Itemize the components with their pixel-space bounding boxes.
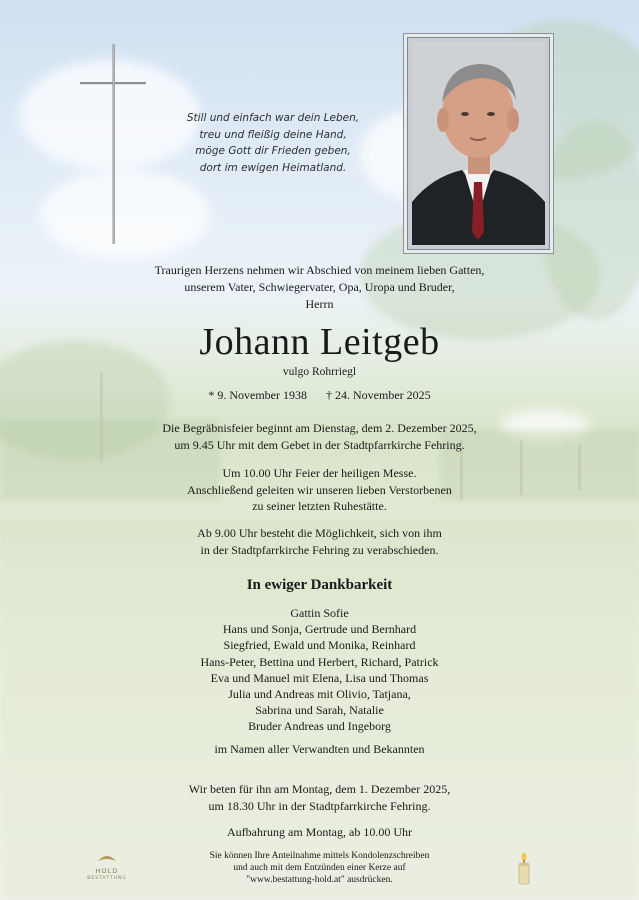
- prayer-line: Wir beten für ihn am Montag, dem 1. Dezember 2025,: [188, 782, 451, 796]
- deceased-vulgo: vulgo Rohrriegl: [282, 366, 357, 378]
- birth-date: * 9. November 1938: [208, 388, 307, 402]
- poem-line: Still und einfach war dein Leben,: [186, 112, 360, 124]
- condolence-line: Sie können Ihre Anteilnahme mittels Kondolenzschreiben: [209, 851, 430, 861]
- intro-line: unserem Vater, Schwiegervater, Opa, Uropa und Bruder,: [184, 280, 455, 294]
- mourner-line: Julia und Andreas mit Olivio, Tatjana,: [228, 687, 411, 702]
- farewell-line: in der Stadtpfarrkirche Fehring zu verabschieden.: [200, 542, 439, 557]
- logo-name: HOLD: [95, 867, 119, 875]
- mass-info: [0, 465, 639, 515]
- farewell-info: [0, 525, 639, 558]
- poem-line: dort im ewigen Heimatland.: [199, 161, 347, 174]
- logo-mark-icon: [96, 851, 118, 863]
- mourners-list: [0, 605, 639, 735]
- relatives-line: im Namen aller Verwandten und Bekannten: [214, 742, 425, 756]
- funeral-info: [0, 420, 639, 453]
- prayer-line: um 18.30 Uhr in der Stadtpfarrkirche Fehring.: [208, 798, 431, 813]
- condolence-line: und auch mit dem Entzünden einer Kerze auf: [233, 863, 406, 873]
- viewing-info: Aufbahrung am Montag, ab 10.00 Uhr: [227, 825, 412, 839]
- candle-icon[interactable]: [516, 852, 532, 886]
- condolence-line[interactable]: "www.bestattung-hold.at" ausdrücken.: [246, 875, 393, 885]
- funeral-line: Die Begräbnisfeier beginnt am Dienstag, dem 2. Dezember 2025,: [162, 421, 477, 435]
- deceased-name: Johann Leitgeb: [199, 321, 440, 363]
- intro-text: [0, 262, 639, 313]
- portrait-icon: [412, 42, 545, 245]
- mourner-line: Eva und Manuel mit Elena, Lisa und Thomas: [210, 670, 429, 685]
- mass-line: Anschließend geleiten wir unseren lieben Verstorbenen: [187, 482, 452, 497]
- intro-line: Traurigen Herzens nehmen wir Abschied von meinem lieben Gatten,: [154, 263, 485, 277]
- poem-line: treu und fleißig deine Hand,: [199, 128, 347, 141]
- mourner-line: Gattin Sofie: [290, 606, 349, 620]
- mourner-line: Siegfried, Ewald und Monika, Reinhard: [223, 638, 416, 653]
- intro-line: Herrn: [305, 297, 334, 311]
- poem-line: möge Gott dir Frieden geben,: [195, 145, 351, 157]
- mourner-line: Bruder Andreas und Ingeborg: [248, 719, 391, 734]
- death-date: † 24. November 2025: [326, 388, 431, 402]
- mourner-line: Hans-Peter, Bettina und Herbert, Richard, Patrick: [200, 654, 439, 669]
- mass-line: Um 10.00 Uhr Feier der heiligen Messe.: [222, 466, 417, 480]
- mourner-line: Hans und Sonja, Gertrude und Bernhard: [222, 622, 417, 637]
- mourner-line: Sabrina und Sarah, Natalie: [255, 703, 384, 718]
- funeral-line: um 9.45 Uhr mit dem Gebet in der Stadtpfarrkirche Fehring.: [174, 437, 465, 452]
- life-dates: [0, 388, 639, 403]
- farewell-line: Ab 9.00 Uhr besteht die Möglichkeit, sich von ihm: [197, 526, 442, 540]
- mass-line: zu seiner letzten Ruhestätte.: [252, 499, 387, 513]
- prayer-info: [0, 781, 639, 814]
- logo-sub: BESTATTUNG: [87, 876, 127, 881]
- cross-icon: [80, 44, 150, 244]
- poem: [178, 110, 368, 176]
- bestattung-logo-icon: [85, 850, 129, 880]
- mourners-heading: In ewiger Dankbarkeit: [246, 577, 393, 593]
- portrait-photo: [407, 37, 550, 250]
